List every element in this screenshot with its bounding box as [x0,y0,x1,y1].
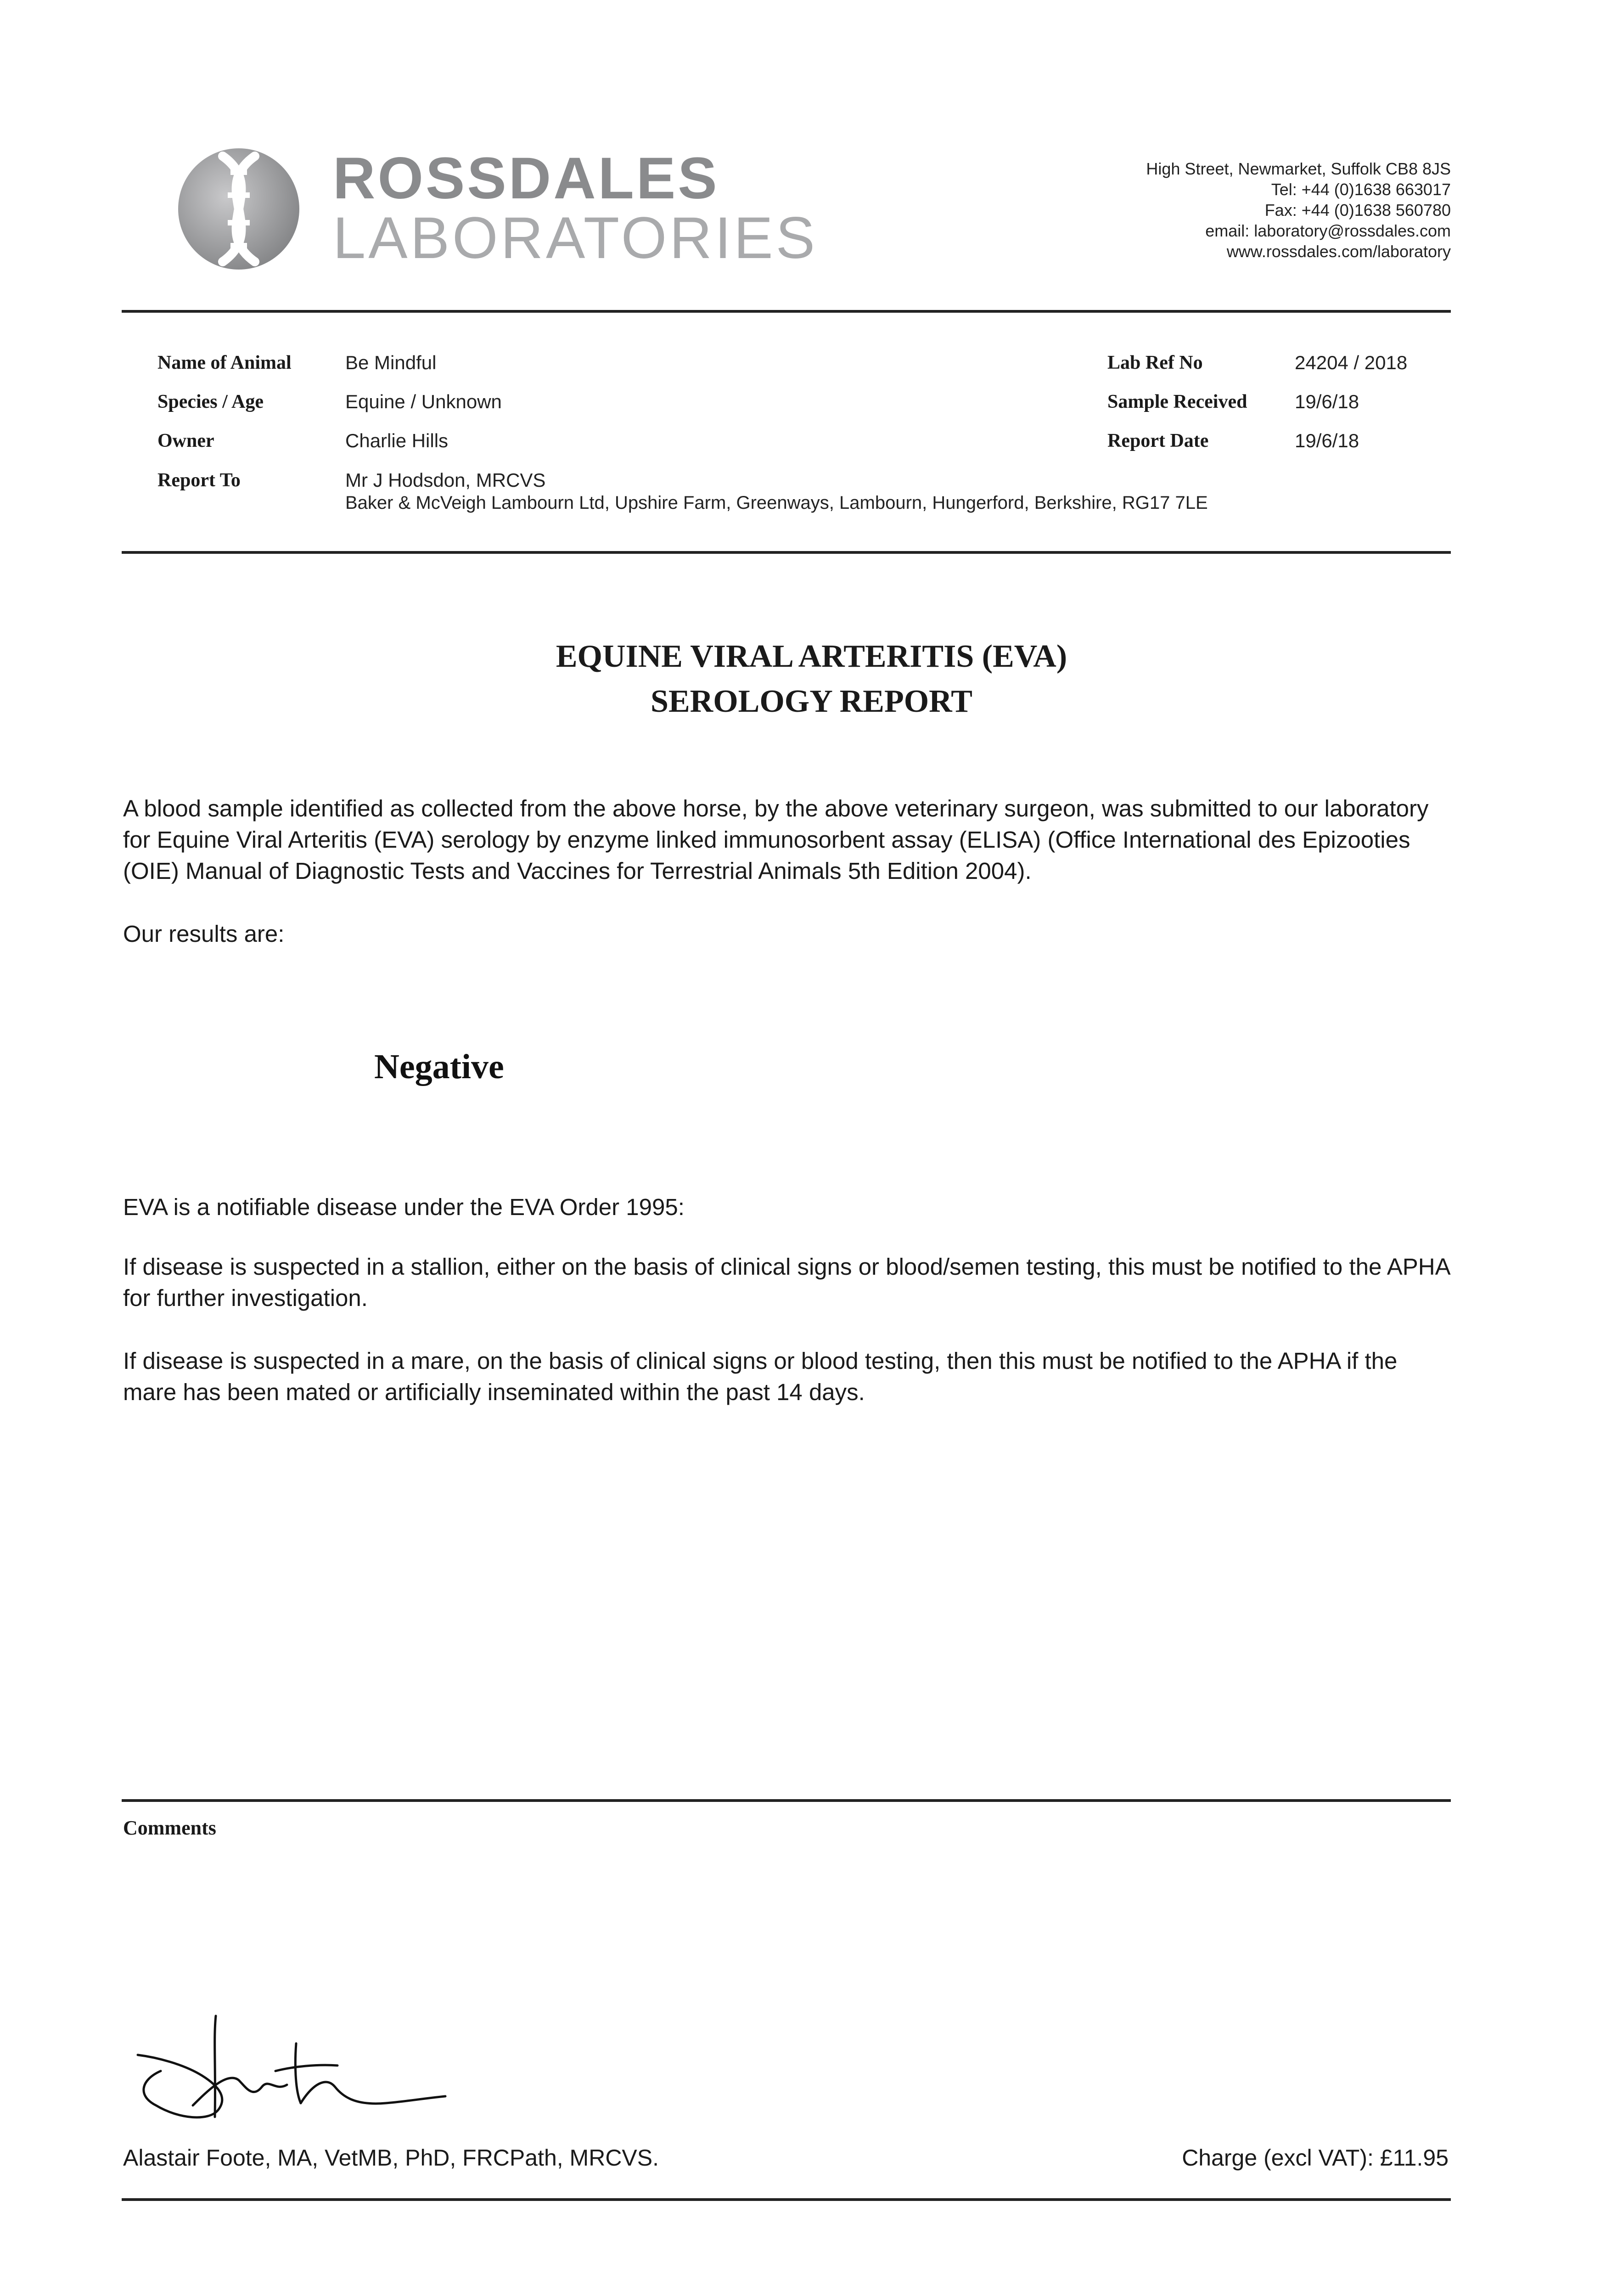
species-age-label: Species / Age [157,391,264,412]
name-of-animal-value: Be Mindful [345,352,437,373]
contact-address: High Street, Newmarket, Suffolk CB8 8JS [1146,159,1451,178]
owner-label: Owner [157,430,214,451]
comments-divider [122,1799,1451,1802]
contact-fax: Fax: +44 (0)1638 560780 [1264,201,1451,219]
test-result: Negative [374,1047,504,1086]
contact-tel: Tel: +44 (0)1638 663017 [1271,180,1451,199]
contact-email: email: laboratory@rossdales.com [1205,221,1451,240]
sample-received-value: 19/6/18 [1295,391,1359,412]
header-divider [122,310,1451,313]
lab-ref-label: Lab Ref No [1107,352,1203,373]
lab-ref-value: 24204 / 2018 [1295,352,1408,373]
owner-value: Charlie Hills [345,430,449,451]
name-of-animal-label: Name of Animal [157,352,292,373]
comments-label: Comments [123,1817,216,1839]
footer-divider [122,2198,1451,2201]
intro-paragraph: A blood sample identified as collected from the above horse, by the above veterinary surgeon, was submitted to our laboratory for Equine Viral Arteritis (EVA) serology by enzyme linked immunosorbent assay (ELISA) (Office International des Epizooties (OIE) Manual of Diagnostic Tests and Vaccines for Terrestrial Animals 5th Edition 2004). [123,795,1429,884]
contact-block [1146,158,1451,262]
species-age-value: Equine / Unknown [345,391,502,412]
dna-helix-icon [174,145,303,273]
sample-received-label: Sample Received [1107,391,1247,412]
notifiable-statement: EVA is a notifiable disease under the EVA Order 1995: [123,1194,685,1220]
stallion-note: If disease is suspected in a stallion, either on the basis of clinical signs or blood/semen testing, this must be notified to the APHA for further investigation. [123,1254,1449,1311]
logo-wordmark-rossdales: ROSSDALES [333,146,719,211]
contact-website: www.rossdales.com/laboratory [1226,242,1451,261]
report-to-address: Baker & McVeigh Lambourn Ltd, Upshire Farm, Greenways, Lambourn, Hungerford, Berkshire, RG17 7LE [345,493,1208,513]
mare-note: If disease is suspected in a mare, on the basis of clinical signs or blood testing, then this must be notified to the APHA if the mare has been mated or artificially inseminated within the past 14 days. [123,1348,1398,1405]
logo-wordmark-laboratories: LABORATORIES [333,205,818,271]
handwritten-signature [129,2007,477,2126]
report-to-recipient: Mr J Hodsdon, MRCVS [345,469,546,491]
results-intro: Our results are: [123,921,285,947]
report-to-label: Report To [157,470,241,491]
report-title: EQUINE VIRAL ARTERITIS (EVA) [556,639,1067,674]
charge-amount: Charge (excl VAT): £11.95 [1182,2145,1449,2171]
signatory-name: Alastair Foote, MA, VetMB, PhD, FRCPath, MRCVS. [123,2145,659,2171]
report-date-label: Report Date [1107,430,1209,451]
report-subtitle: SEROLOGY REPORT [651,684,972,719]
details-divider [122,551,1451,554]
report-date-value: 19/6/18 [1295,430,1359,451]
